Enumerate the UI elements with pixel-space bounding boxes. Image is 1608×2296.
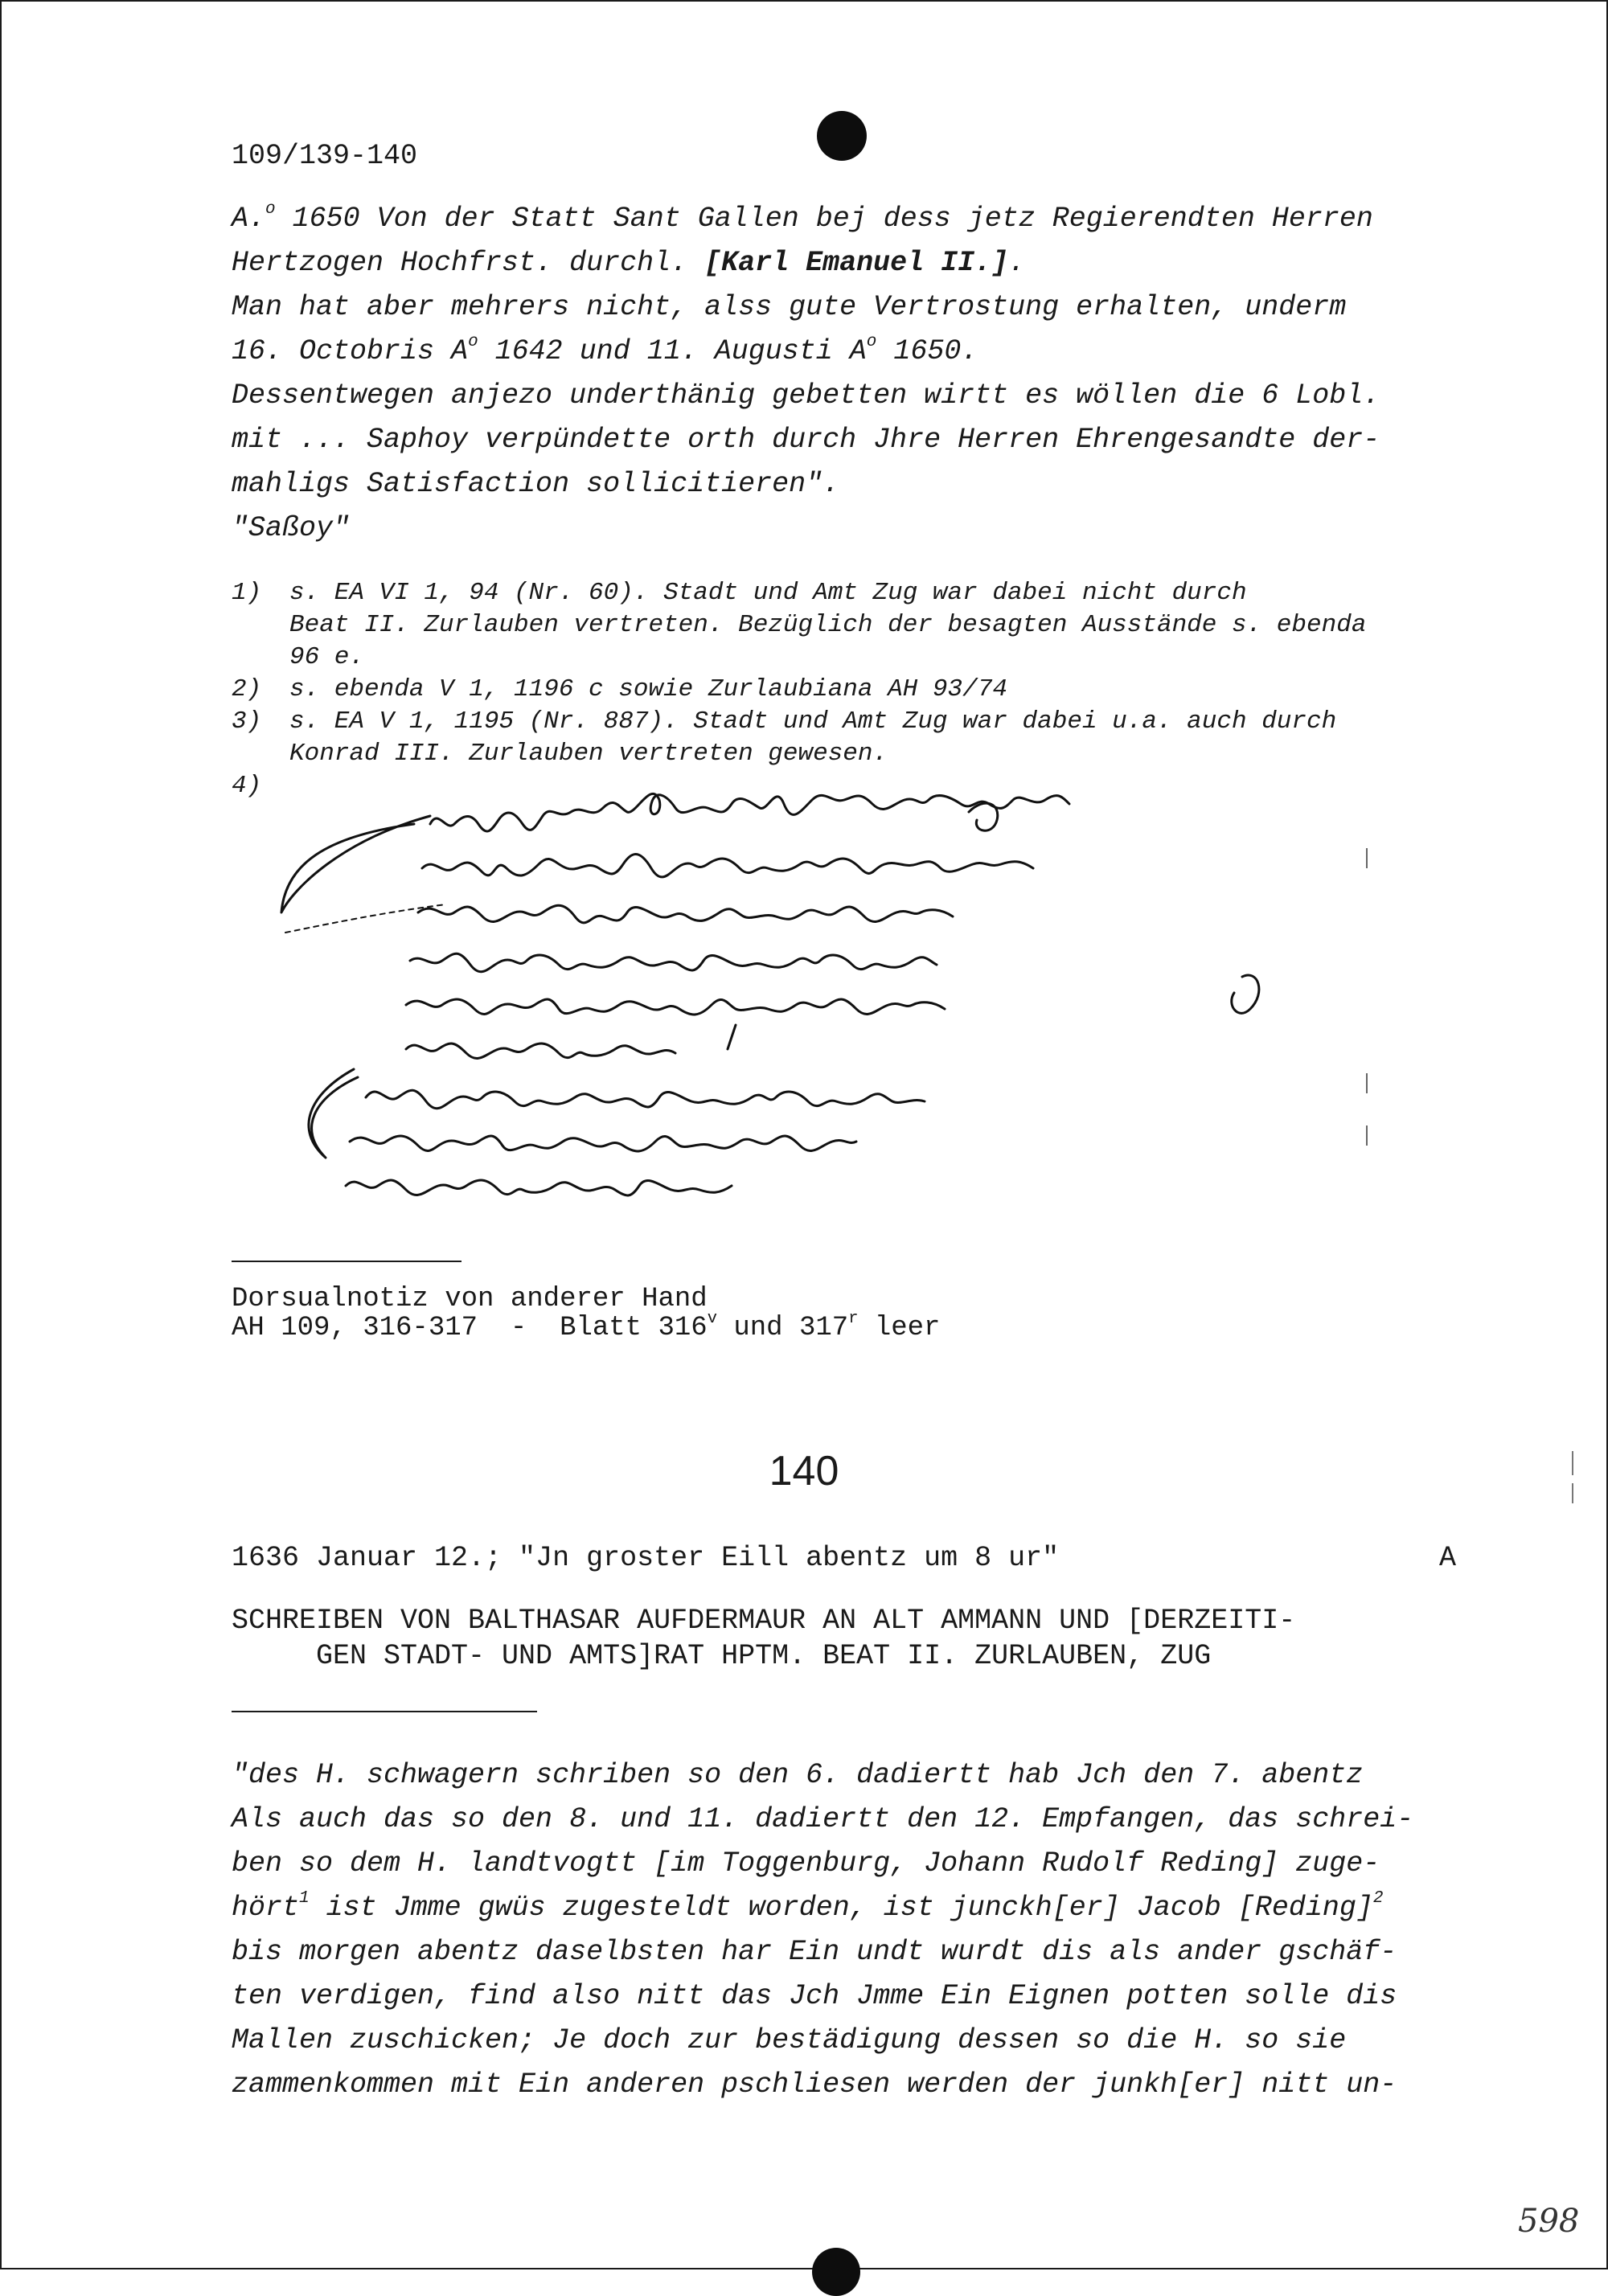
- footnote-3: 3) s. EA V 1, 1195 (Nr. 887). Stadt und Amt Zug war dabei u.a. auch durch: [232, 707, 1337, 736]
- body-line-4: hört$^1$ ist Jmme gwüs zugesteldt worden, ist junckh[er] Jacob [Reding]$^2$: [232, 1889, 1384, 1924]
- body-line-1: "des H. schwagern schriben so den 6. dadiertt hab Jch den 7. abentz: [232, 1759, 1364, 1791]
- heading-line-1: SCHREIBEN VON BALTHASAR AUFDERMAUR AN ALT AMMANN UND [DERZEITI-: [232, 1605, 1296, 1637]
- margin-mark: [1572, 1451, 1573, 1475]
- letter-line-7: mahligs Satisfaction sollicitieren".: [232, 468, 840, 500]
- handwriting-facsimile: [277, 792, 1371, 1210]
- footnote-1: 1) s. EA VI 1, 94 (Nr. 60). Stadt und Amt Zug war dabei nicht durch: [232, 579, 1247, 607]
- letter-line-6: mit ... Saphoy verpündette orth durch Jhre Herren Ehrengesandte der-: [232, 424, 1380, 456]
- body-line-8: zammenkommen mit Ein anderen pschliesen werden der junkh[er] nitt un-: [232, 2068, 1397, 2101]
- letter-line-3: Man hat aber mehrers nicht, alss gute Vertrostung erhalten, underm: [232, 291, 1347, 323]
- body-line-3: ben so dem H. landtvogtt [im Toggenburg, Johann Rudolf Reding] zuge-: [232, 1847, 1380, 1880]
- letter-line-5: Dessentwegen anjezo underthänig gebetten wirtt es wöllen die 6 Lobl.: [232, 379, 1380, 412]
- letter-line-2: Hertzogen Hochfrst. durchl. [Karl Emanuel II.].: [232, 247, 1026, 279]
- ah-reference: AH 109, 316-317 - Blatt 316$^v$ und 317$^r$ leer: [232, 1309, 941, 1343]
- punch-hole-bottom: [812, 2248, 860, 2296]
- date-line: 1636 Januar 12.; "Jn groster Eill abentz um 8 ur": [232, 1542, 1060, 1574]
- footnote-1-line-3: 96 e.: [289, 643, 365, 671]
- document-number: 140: [769, 1448, 839, 1494]
- page-reference: 109/139-140: [232, 140, 418, 172]
- footnote-1-line-2: Beat II. Zurlauben vertreten. Bezüglich der besagten Ausstände s. ebenda: [289, 611, 1367, 639]
- footnote-3-line-2: Konrad III. Zurlauben vertreten gewesen.: [289, 740, 888, 768]
- letter-line-4: 16. Octobris $A^o$ 1642 und 11. Augusti $A^o$ 1650.: [232, 333, 978, 367]
- manuscript-marker: A: [1439, 1542, 1457, 1574]
- margin-mark: [1572, 1483, 1573, 1503]
- footnote-2: 2) s. ebenda V 1, 1196 c sowie Zurlaubiana AH 93/74: [232, 675, 1007, 703]
- body-line-6: ten verdigen, find also nitt das Jch Jmme Ein Eignen potten solle dis: [232, 1980, 1397, 2012]
- letter-line-1: A.$^o$ 1650 Von der Statt Sant Gallen bej dess jetz Regierendten Herren: [232, 200, 1373, 235]
- separator-rule-1: [232, 1261, 461, 1262]
- letter-line-8: "Saßoy": [232, 512, 351, 544]
- body-line-7: Mallen zuschicken; Je doch zur bestädigung dessen so die H. so sie: [232, 2024, 1347, 2056]
- separator-rule-2: [232, 1711, 537, 1712]
- footnote-4: 4): [232, 772, 262, 800]
- dorsal-note: Dorsualnotiz von anderer Hand: [232, 1284, 708, 1314]
- page-stamp: 598: [1518, 2203, 1580, 2240]
- punch-hole-top: [817, 111, 867, 161]
- heading-line-2: GEN STADT- UND AMTS]RAT HPTM. BEAT II. ZURLAUBEN, ZUG: [232, 1640, 1212, 1672]
- body-line-5: bis morgen abentz daselbsten har Ein undt wurdt dis als ander gschäf-: [232, 1936, 1397, 1968]
- body-line-2: Als auch das so den 8. und 11. dadiertt den 12. Empfangen, das schrei-: [232, 1803, 1414, 1835]
